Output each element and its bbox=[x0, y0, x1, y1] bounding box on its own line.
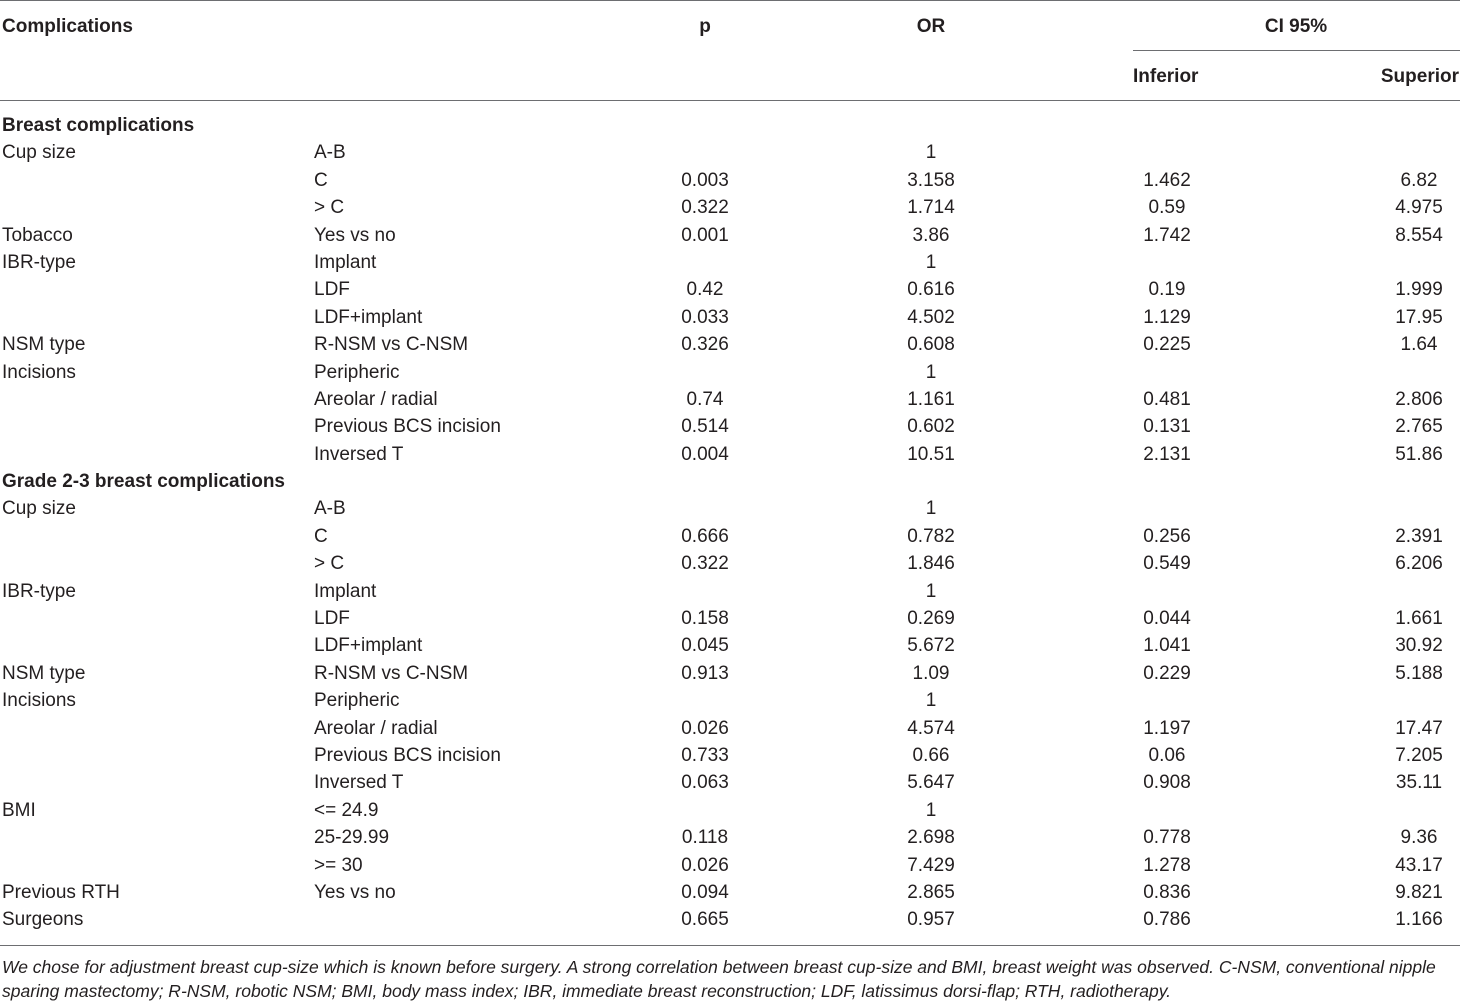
row-subgroup-label: Previous BCS incision bbox=[314, 416, 501, 438]
table-row bbox=[0, 495, 1460, 522]
column-header-ci-95: CI 95% bbox=[1264, 16, 1328, 37]
table-body bbox=[0, 112, 1460, 934]
row-subgroup-label: Inversed T bbox=[314, 772, 404, 794]
ci-superior-cell: 1.661 bbox=[1395, 608, 1443, 630]
ci-superior-cell: 9.821 bbox=[1395, 881, 1443, 903]
ci-superior-cell: 51.86 bbox=[1395, 443, 1443, 465]
row-group-label: Cup size bbox=[2, 498, 76, 520]
ci-inferior-cell: 0.481 bbox=[1143, 388, 1191, 410]
row-subgroup-label: Implant bbox=[314, 251, 377, 273]
table-row bbox=[0, 605, 1460, 632]
row-group-label: Cup size bbox=[2, 142, 76, 164]
ci-inferior-cell: 0.908 bbox=[1143, 772, 1191, 794]
ci-inferior-cell: 0.044 bbox=[1143, 608, 1191, 630]
row-subgroup-label: Inversed T bbox=[314, 443, 404, 465]
odds-ratio-cell: 5.647 bbox=[907, 772, 955, 794]
ci-superior-cell: 5.188 bbox=[1395, 662, 1443, 684]
header-bottom-rule bbox=[0, 100, 1460, 101]
ci-inferior-cell: 1.041 bbox=[1143, 635, 1191, 657]
table-footnote: We chose for adjustment breast cup-size which is known before surgery. A strong correlation between breast cup-size and BMI, breast weight was observed. C-NSM, conventional nipple sparing mastectomy; R-NSM, robotic NSM; BMI, body mass index; IBR, immediate breast reconstruction; LDF, latissimus dorsi-flap; RTH, radiotherapy. bbox=[2, 957, 1436, 1001]
row-subgroup-label: LDF+implant bbox=[314, 635, 423, 657]
ci-inferior-cell: 1.129 bbox=[1143, 306, 1191, 328]
p-value-cell: 0.322 bbox=[681, 197, 729, 219]
row-subgroup-label: Areolar / radial bbox=[314, 717, 438, 739]
row-subgroup-label: C bbox=[314, 169, 328, 191]
p-value-cell: 0.094 bbox=[681, 881, 729, 903]
ci-superior-cell: 7.205 bbox=[1395, 744, 1443, 766]
ci-superior-cell: 2.391 bbox=[1395, 525, 1443, 547]
odds-ratio-cell: 0.957 bbox=[907, 909, 955, 931]
row-subgroup-label: 25-29.99 bbox=[314, 827, 390, 849]
p-value-cell: 0.026 bbox=[681, 717, 729, 739]
odds-ratio-cell: 5.672 bbox=[907, 635, 955, 657]
odds-ratio-cell: 1 bbox=[925, 361, 937, 383]
p-value-cell: 0.063 bbox=[681, 772, 729, 794]
row-group-label: Incisions bbox=[2, 361, 76, 383]
table-row bbox=[0, 276, 1460, 303]
ci-superior-cell: 6.206 bbox=[1395, 553, 1443, 575]
ci-inferior-cell: 0.19 bbox=[1148, 279, 1186, 301]
odds-ratio-cell: 1.09 bbox=[912, 662, 950, 684]
column-header-inferior: Inferior bbox=[1133, 66, 1199, 87]
p-value-cell: 0.666 bbox=[681, 525, 729, 547]
p-value-cell: 0.665 bbox=[681, 909, 729, 931]
p-value-cell: 0.326 bbox=[681, 334, 729, 356]
odds-ratio-cell: 0.616 bbox=[907, 279, 955, 301]
row-group-label: NSM type bbox=[2, 662, 86, 684]
row-subgroup-label: Peripheric bbox=[314, 690, 400, 712]
table-row bbox=[0, 194, 1460, 221]
ci-superior-cell: 9.36 bbox=[1400, 827, 1438, 849]
section-header-row bbox=[0, 468, 1460, 495]
table-row bbox=[0, 742, 1460, 769]
ci-superior-cell: 2.806 bbox=[1395, 388, 1443, 410]
odds-ratio-cell: 2.865 bbox=[907, 881, 955, 903]
ci-inferior-cell: 0.778 bbox=[1143, 827, 1191, 849]
ci-header-rule bbox=[1133, 50, 1460, 51]
row-subgroup-label: <= 24.9 bbox=[314, 799, 379, 821]
row-group-label: BMI bbox=[2, 799, 36, 821]
p-value-cell: 0.514 bbox=[681, 416, 729, 438]
row-group-label: NSM type bbox=[2, 334, 86, 356]
row-subgroup-label: > C bbox=[314, 197, 345, 219]
table-top-rule bbox=[0, 0, 1460, 1]
ci-inferior-cell: 0.836 bbox=[1143, 881, 1191, 903]
ci-superior-cell: 6.82 bbox=[1400, 169, 1438, 191]
ci-inferior-cell: 0.549 bbox=[1143, 553, 1191, 575]
column-header-p: p bbox=[699, 16, 711, 37]
table-row bbox=[0, 331, 1460, 358]
row-subgroup-label: Yes vs no bbox=[314, 224, 396, 246]
row-group-label: Tobacco bbox=[2, 224, 73, 246]
ci-inferior-cell: 0.786 bbox=[1143, 909, 1191, 931]
p-value-cell: 0.42 bbox=[686, 279, 724, 301]
section-title: Breast complications bbox=[2, 115, 195, 136]
odds-ratio-cell: 0.66 bbox=[912, 744, 950, 766]
p-value-cell: 0.118 bbox=[681, 827, 729, 849]
ci-superior-cell: 17.95 bbox=[1395, 306, 1443, 328]
row-subgroup-label: R-NSM vs C-NSM bbox=[314, 662, 469, 684]
column-header-or: OR bbox=[916, 16, 946, 37]
odds-ratio-cell: 0.269 bbox=[907, 608, 955, 630]
table-row bbox=[0, 413, 1460, 440]
table-row bbox=[0, 660, 1460, 687]
row-subgroup-label: LDF+implant bbox=[314, 306, 423, 328]
ci-inferior-cell: 0.225 bbox=[1143, 334, 1191, 356]
table-row bbox=[0, 879, 1460, 906]
p-value-cell: 0.158 bbox=[681, 608, 729, 630]
ci-inferior-cell: 1.742 bbox=[1143, 224, 1191, 246]
table-row bbox=[0, 715, 1460, 742]
row-subgroup-label: LDF bbox=[314, 608, 350, 630]
row-subgroup-label: C bbox=[314, 525, 328, 547]
table-row bbox=[0, 852, 1460, 879]
table-row bbox=[0, 632, 1460, 659]
p-value-cell: 0.033 bbox=[681, 306, 729, 328]
ci-superior-cell: 1.64 bbox=[1400, 334, 1438, 356]
odds-ratio-cell: 1 bbox=[925, 498, 937, 520]
row-subgroup-label: A-B bbox=[314, 142, 346, 164]
table-row bbox=[0, 441, 1460, 468]
p-value-cell: 0.045 bbox=[681, 635, 729, 657]
p-value-cell: 0.001 bbox=[681, 224, 729, 246]
ci-superior-cell: 8.554 bbox=[1395, 224, 1443, 246]
table-row bbox=[0, 687, 1460, 714]
odds-ratio-cell: 0.782 bbox=[907, 525, 955, 547]
odds-ratio-cell: 4.502 bbox=[907, 306, 955, 328]
row-subgroup-label: >= 30 bbox=[314, 854, 363, 876]
row-subgroup-label: Peripheric bbox=[314, 361, 400, 383]
section-header-row bbox=[0, 112, 1460, 139]
ci-inferior-cell: 0.131 bbox=[1143, 416, 1191, 438]
row-subgroup-label: > C bbox=[314, 553, 345, 575]
ci-superior-cell: 1.166 bbox=[1395, 909, 1443, 931]
odds-ratio-cell: 1 bbox=[925, 799, 937, 821]
table-row bbox=[0, 222, 1460, 249]
row-subgroup-label: Implant bbox=[314, 580, 377, 602]
ci-superior-cell: 35.11 bbox=[1395, 772, 1443, 794]
table-bottom-rule bbox=[0, 945, 1460, 946]
ci-superior-cell: 30.92 bbox=[1395, 635, 1443, 657]
ci-inferior-cell: 1.278 bbox=[1143, 854, 1191, 876]
p-value-cell: 0.322 bbox=[681, 553, 729, 575]
odds-ratio-cell: 1 bbox=[925, 690, 937, 712]
table-row bbox=[0, 304, 1460, 331]
ci-inferior-cell: 1.197 bbox=[1143, 717, 1191, 739]
odds-ratio-cell: 3.158 bbox=[907, 169, 955, 191]
ci-superior-cell: 2.765 bbox=[1395, 416, 1443, 438]
ci-inferior-cell: 1.462 bbox=[1143, 169, 1191, 191]
row-subgroup-label: A-B bbox=[314, 498, 346, 520]
row-group-label: Surgeons bbox=[2, 909, 84, 931]
row-group-label: Incisions bbox=[2, 690, 76, 712]
table-row bbox=[0, 824, 1460, 851]
section-title: Grade 2-3 breast complications bbox=[2, 471, 285, 493]
odds-ratio-cell: 0.608 bbox=[907, 334, 955, 356]
row-subgroup-label: Yes vs no bbox=[314, 881, 396, 903]
odds-ratio-cell: 1.161 bbox=[907, 388, 955, 410]
odds-ratio-cell: 7.429 bbox=[907, 854, 955, 876]
ci-inferior-cell: 0.59 bbox=[1148, 197, 1186, 219]
p-value-cell: 0.913 bbox=[681, 662, 729, 684]
ci-inferior-cell: 0.229 bbox=[1143, 662, 1191, 684]
table-row bbox=[0, 578, 1460, 605]
table-row bbox=[0, 139, 1460, 166]
ci-inferior-cell: 0.256 bbox=[1143, 525, 1191, 547]
p-value-cell: 0.74 bbox=[686, 388, 724, 410]
row-subgroup-label: Areolar / radial bbox=[314, 388, 438, 410]
odds-ratio-cell: 1 bbox=[925, 580, 937, 602]
table-row bbox=[0, 386, 1460, 413]
column-header-complications: Complications bbox=[2, 16, 133, 37]
ci-superior-cell: 43.17 bbox=[1395, 854, 1443, 876]
p-value-cell: 0.004 bbox=[681, 443, 729, 465]
odds-ratio-cell: 10.51 bbox=[907, 443, 955, 465]
row-group-label: IBR-type bbox=[2, 251, 76, 273]
ci-superior-cell: 1.999 bbox=[1395, 279, 1443, 301]
table-row bbox=[0, 769, 1460, 796]
ci-inferior-cell: 0.06 bbox=[1148, 744, 1186, 766]
table-row bbox=[0, 249, 1460, 276]
table-row bbox=[0, 797, 1460, 824]
table-row bbox=[0, 359, 1460, 386]
p-value-cell: 0.733 bbox=[681, 744, 729, 766]
table-row bbox=[0, 167, 1460, 194]
row-group-label: Previous RTH bbox=[2, 881, 120, 903]
odds-ratio-cell: 1.714 bbox=[907, 197, 955, 219]
table-row bbox=[0, 523, 1460, 550]
ci-superior-cell: 4.975 bbox=[1395, 197, 1443, 219]
column-header-superior: Superior bbox=[1380, 66, 1459, 87]
p-value-cell: 0.026 bbox=[681, 854, 729, 876]
row-subgroup-label: LDF bbox=[314, 279, 350, 301]
table-row bbox=[0, 906, 1460, 933]
table-row bbox=[0, 550, 1460, 577]
odds-ratio-cell: 1.846 bbox=[907, 553, 955, 575]
odds-ratio-cell: 2.698 bbox=[907, 827, 955, 849]
p-value-cell: 0.003 bbox=[681, 169, 729, 191]
odds-ratio-cell: 3.86 bbox=[912, 224, 950, 246]
row-subgroup-label: Previous BCS incision bbox=[314, 744, 501, 766]
odds-ratio-cell: 1 bbox=[925, 251, 937, 273]
ci-superior-cell: 17.47 bbox=[1395, 717, 1443, 739]
odds-ratio-cell: 4.574 bbox=[907, 717, 955, 739]
odds-ratio-cell: 0.602 bbox=[907, 416, 955, 438]
odds-ratio-cell: 1 bbox=[925, 142, 937, 164]
row-group-label: IBR-type bbox=[2, 580, 76, 602]
ci-inferior-cell: 2.131 bbox=[1143, 443, 1191, 465]
row-subgroup-label: R-NSM vs C-NSM bbox=[314, 334, 469, 356]
